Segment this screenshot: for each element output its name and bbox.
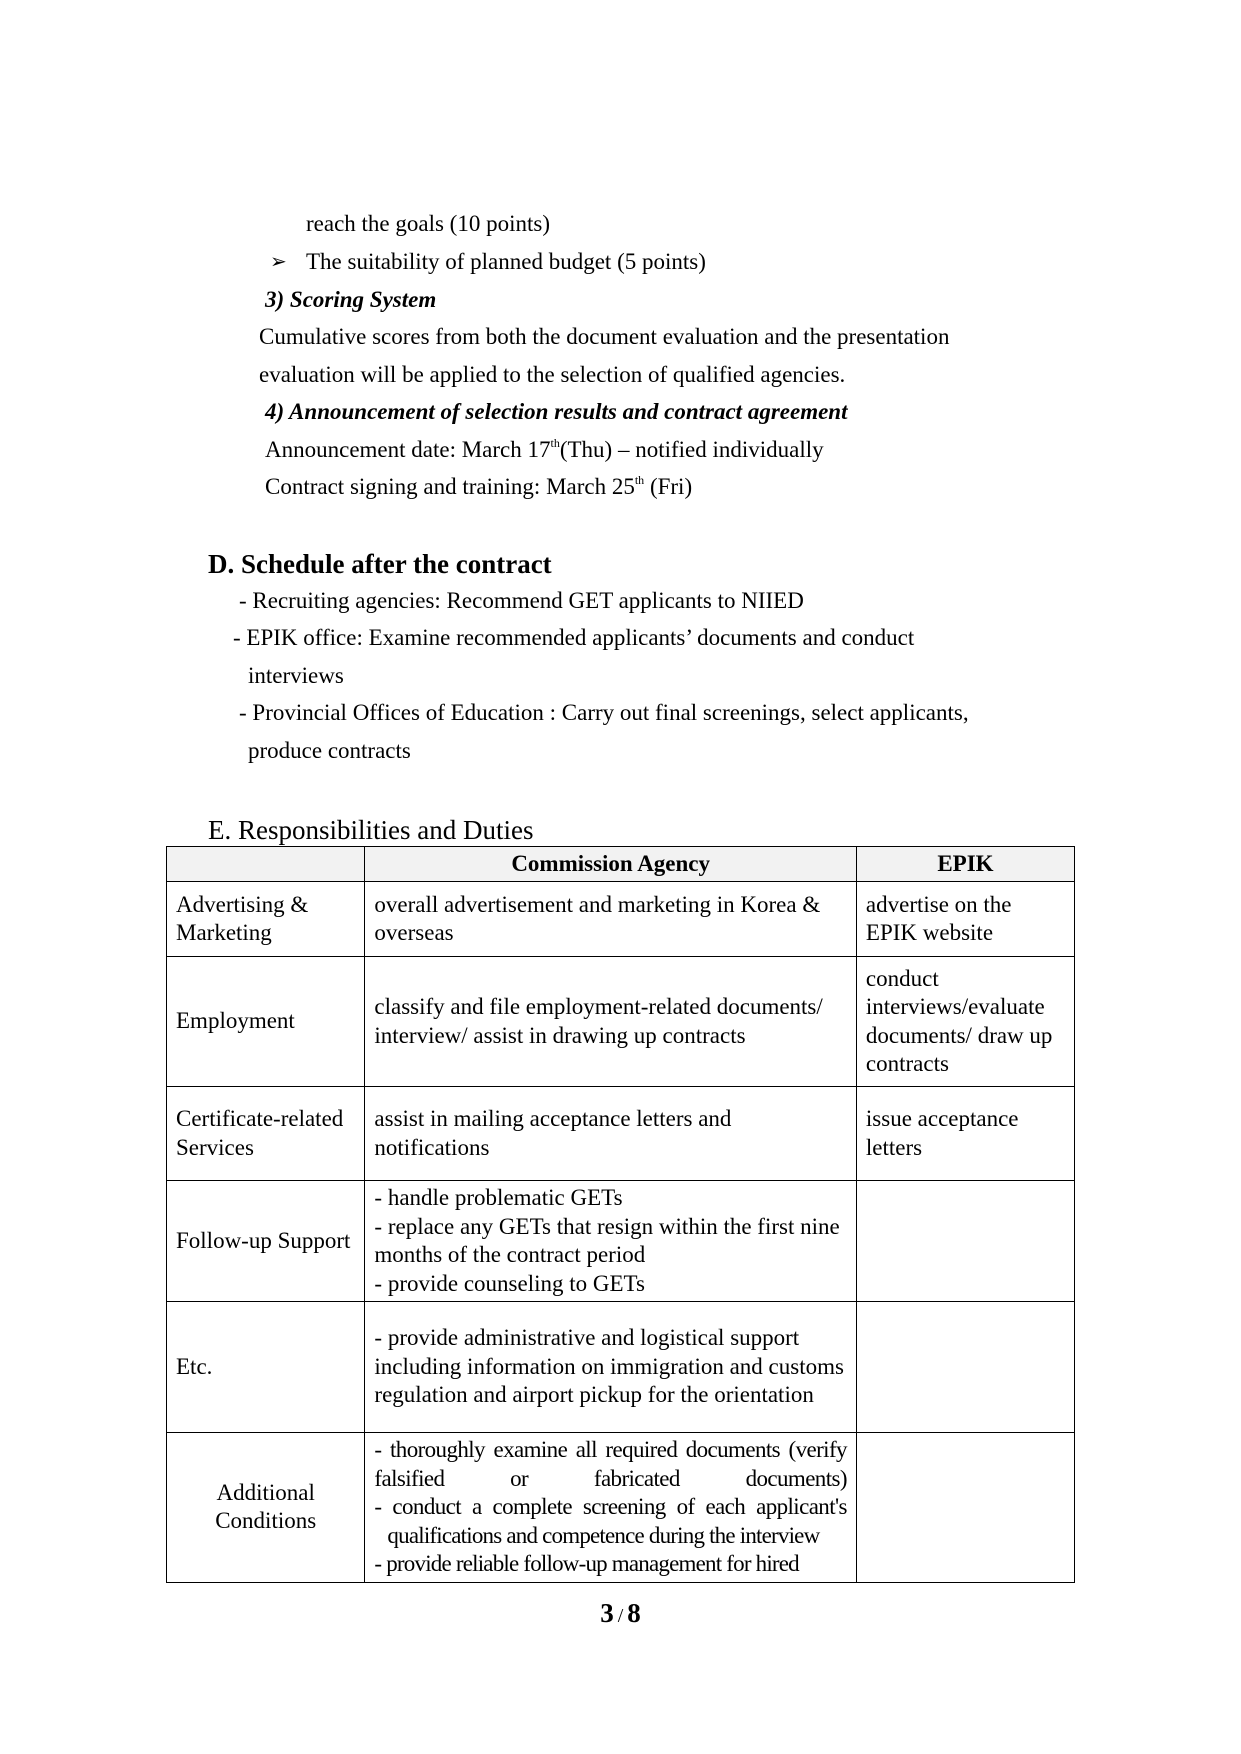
page-number (0, 1598, 1241, 1629)
ordinal-suffix: th (634, 473, 645, 487)
row-agency: classify and file employment-related documents/ interview/ assist in drawing up contracts (365, 957, 856, 1087)
agency-line: - provide counseling to GETs (374, 1270, 645, 1296)
row-agency: - provide administrative and logistical support including information on immigration and customs regulation and airport pickup for the orientation (365, 1302, 856, 1433)
schedule-item-epik-cont: interviews (248, 663, 344, 688)
announcement-date (265, 436, 824, 464)
total-pages: 8 (627, 1598, 641, 1628)
contract-signing-date (265, 473, 692, 501)
header-blank (167, 847, 365, 882)
agency-line: - handle problematic GETs (374, 1185, 623, 1210)
announcement-date-text: Announcement date: March 17 (265, 437, 551, 462)
schedule-item-epik: - EPIK office: Examine recommended applicants’ documents and conduct (233, 625, 915, 650)
row-agency: assist in mailing acceptance letters and notifications (365, 1087, 856, 1181)
table-row (167, 957, 1075, 1087)
row-category: Etc. (167, 1302, 365, 1433)
row-epik (856, 1433, 1074, 1583)
row-epik: advertise on the EPIK website (856, 882, 1074, 957)
scoring-text-line-2: evaluation will be applied to the selection of qualified agencies. (259, 362, 846, 387)
row-category: Certificate-related Services (167, 1087, 365, 1181)
section-e-heading: E. Responsibilities and Duties (208, 815, 534, 845)
row-epik (856, 1302, 1074, 1433)
announcement-heading: 4) Announcement of selection results and contract agreement (265, 399, 848, 424)
scoring-system-heading: 3) Scoring System (265, 287, 437, 312)
table-row (167, 1433, 1075, 1583)
row-category: Employment (167, 957, 365, 1087)
arrowhead-bullet-icon: ➢ (270, 251, 287, 273)
agency-line: qualifications and competence during the interview (387, 1522, 820, 1548)
table-row (167, 1181, 1075, 1302)
contract-date-text: Contract signing and training: March 25 (265, 474, 635, 499)
table-row (167, 882, 1075, 957)
row-agency (365, 1181, 856, 1302)
contract-date-rest: (Fri) (644, 474, 693, 499)
bullet-item-budget: The suitability of planned budget (5 points) (306, 249, 706, 274)
header-commission-agency: Commission Agency (365, 847, 856, 882)
agency-line: - provide reliable follow-up management for hired (374, 1551, 799, 1576)
section-d-heading: D. Schedule after the contract (208, 549, 552, 579)
announcement-date-rest: (Thu) – notified individually (559, 437, 824, 462)
page-separator: / (617, 1605, 624, 1627)
row-category: Advertising & Marketing (167, 882, 365, 957)
current-page: 3 (600, 1598, 614, 1628)
continued-criterion: reach the goals (10 points) (306, 211, 550, 236)
schedule-item-provincial-cont: produce contracts (248, 738, 411, 763)
ordinal-suffix: th (550, 436, 560, 450)
table-row (167, 1302, 1075, 1433)
row-epik: conduct interviews/evaluate documents/ draw up contracts (856, 957, 1074, 1087)
row-agency: overall advertisement and marketing in Korea & overseas (365, 882, 856, 957)
schedule-item-provincial: - Provincial Offices of Education : Carry out final screenings, select applicants, (239, 700, 969, 725)
row-agency (365, 1433, 856, 1583)
agency-line: - replace any GETs that resign within the first nine months of the contract period (374, 1213, 840, 1267)
row-category: Additional Conditions (167, 1433, 365, 1583)
row-epik (856, 1181, 1074, 1302)
schedule-item-recruiting: - Recruiting agencies: Recommend GET applicants to NIIED (239, 588, 804, 613)
row-epik: issue acceptance letters (856, 1087, 1074, 1181)
table-header-row (167, 847, 1075, 882)
agency-line: - thoroughly examine all required documents (verify falsified or fabricated documents) (374, 1437, 847, 1491)
row-category: Follow-up Support (167, 1181, 365, 1302)
agency-line: - conduct a complete screening of each applicant's (374, 1494, 847, 1519)
scoring-text-line-1: Cumulative scores from both the document evaluation and the presentation (259, 324, 950, 349)
responsibilities-table (166, 846, 1075, 1583)
table-row (167, 1087, 1075, 1181)
header-epik: EPIK (856, 847, 1074, 882)
